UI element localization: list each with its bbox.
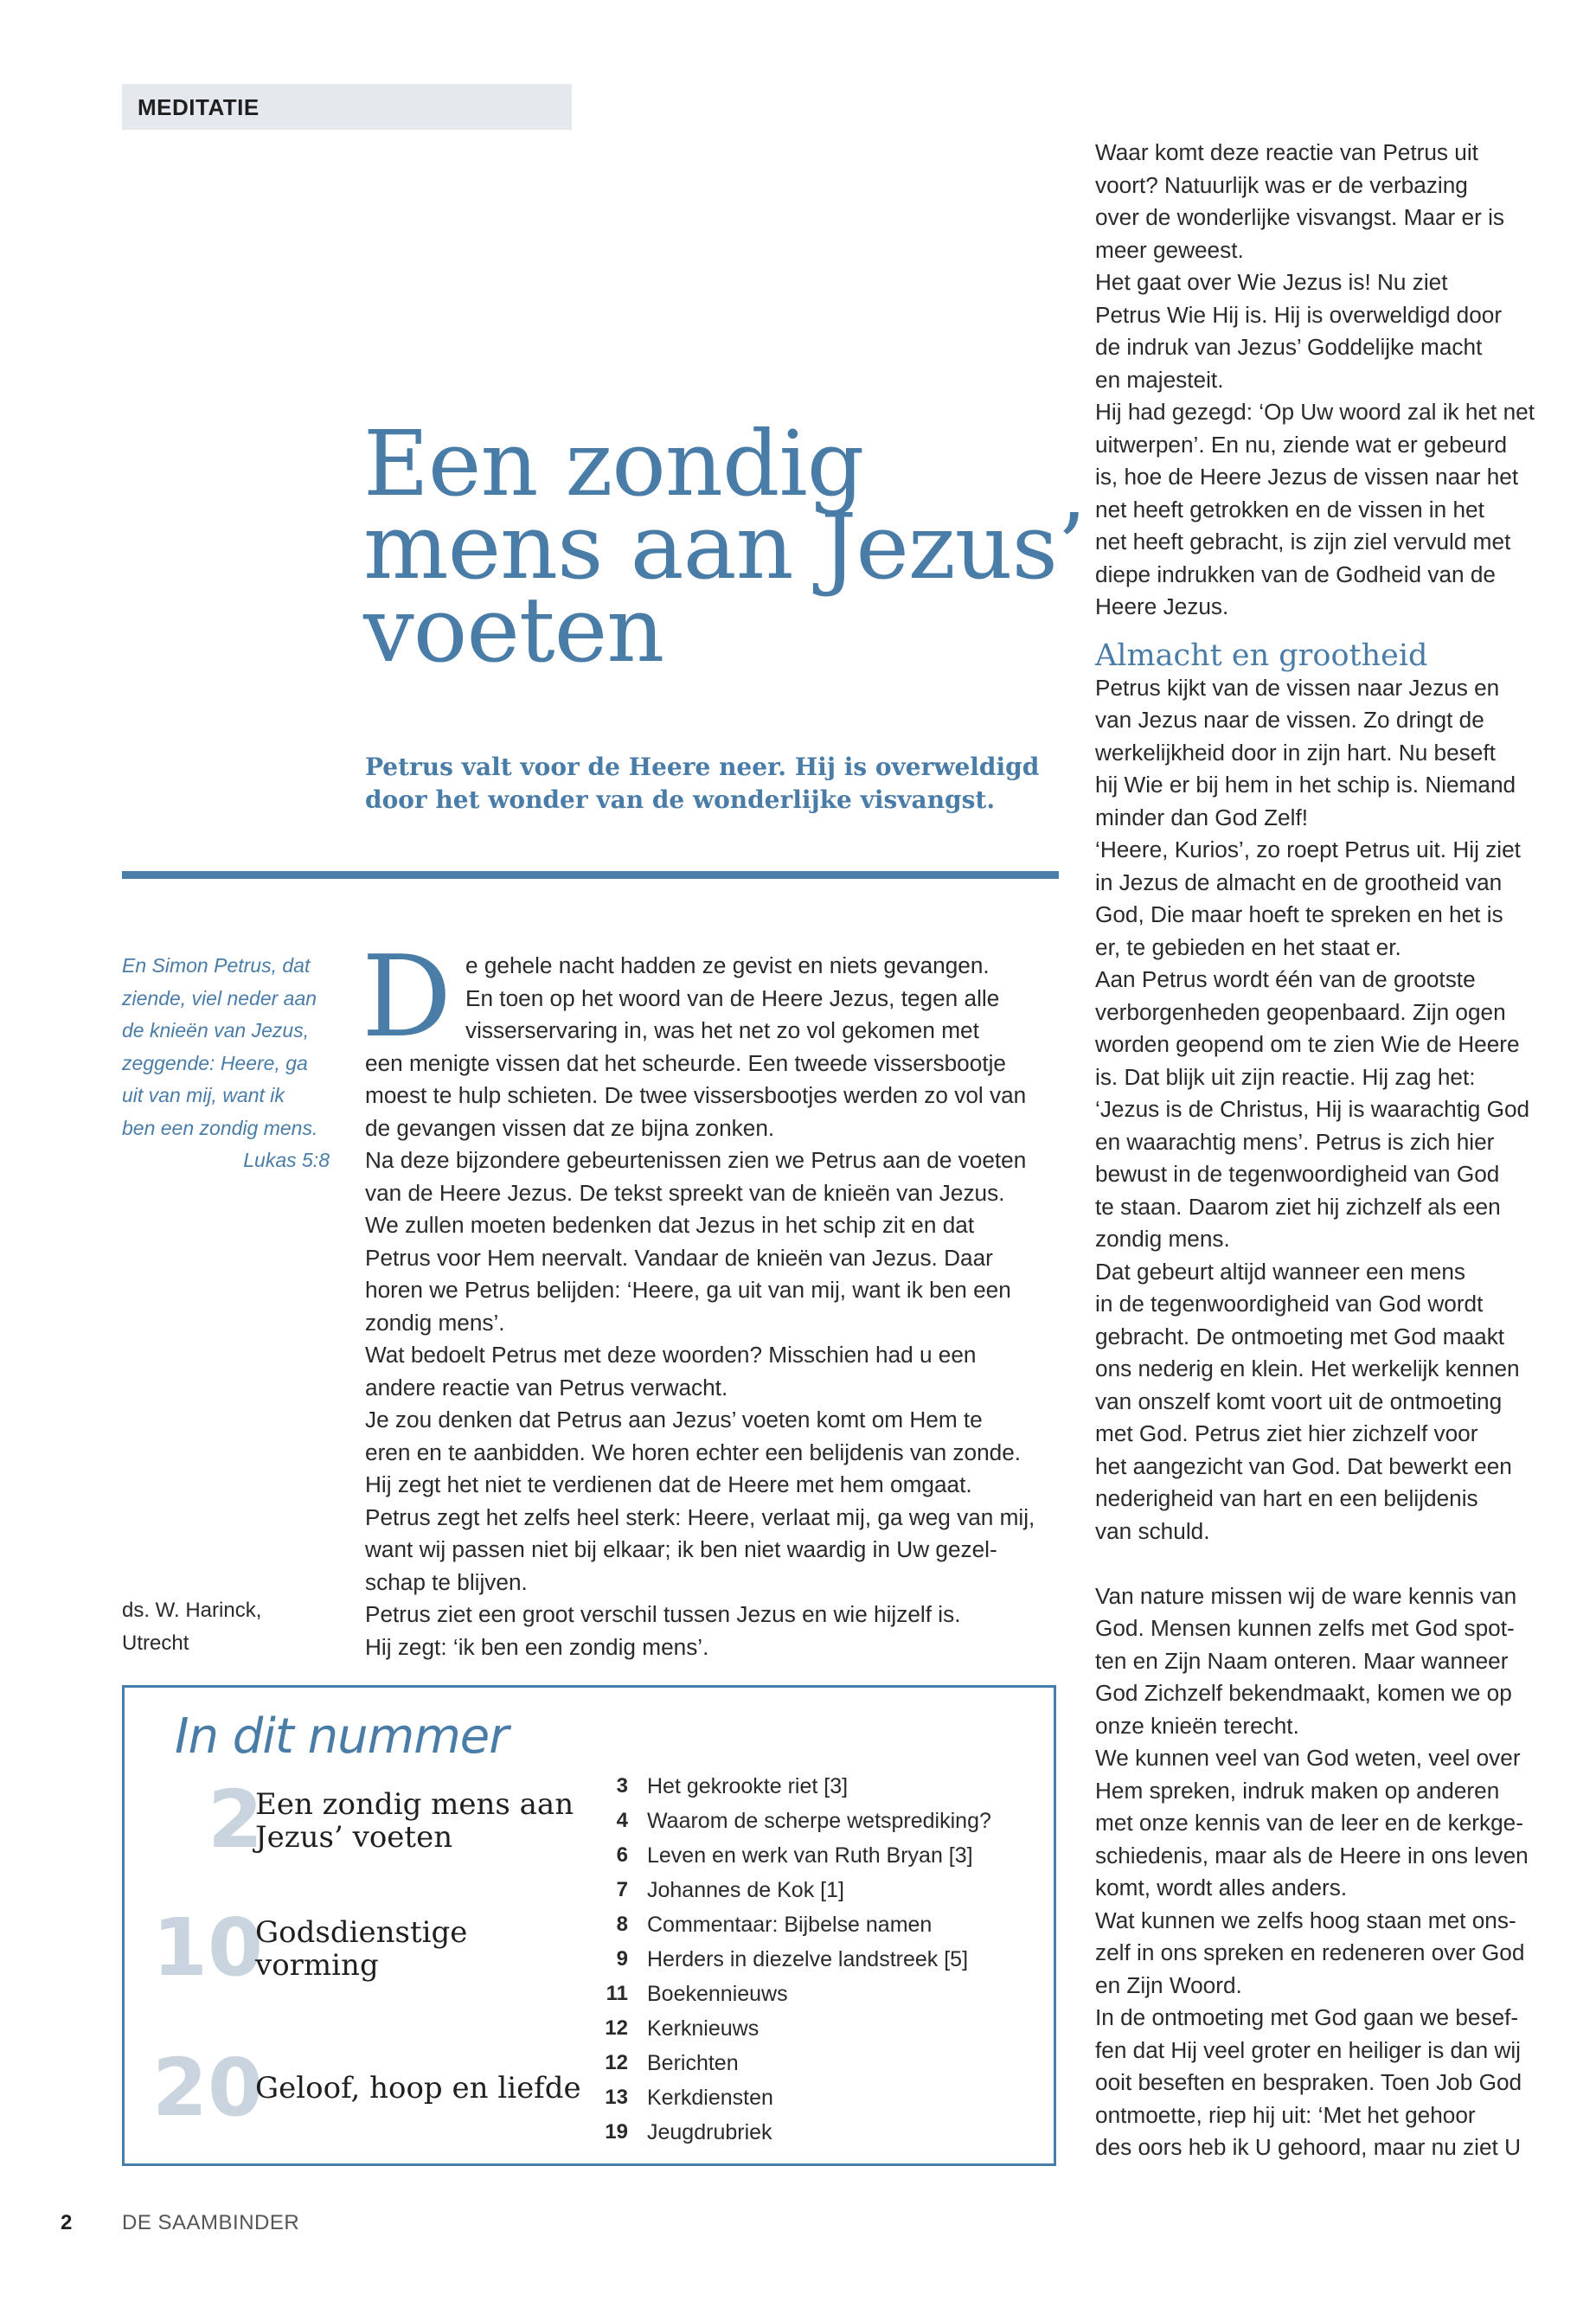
- toc-label: Johannes de Kok [1]: [647, 1878, 844, 1902]
- toc-label: Leven en werk van Ruth Bryan [3]: [647, 1843, 973, 1868]
- text-line: het aangezicht van God. Dat bewerkt een: [1095, 1452, 1512, 1479]
- title-line-3: voeten: [363, 577, 664, 683]
- text-line: ontmoette, riep hij uit: ‘Met het gehoor: [1095, 2101, 1476, 2128]
- quote-line: ziende, viel neder aan: [122, 986, 317, 1009]
- text-line: Petrus kijkt van de vissen naar Jezus en: [1095, 674, 1500, 701]
- featured-page-number: 10: [151, 1901, 263, 1994]
- toc-item[interactable]: [592, 2011, 1042, 2046]
- footer-magazine-name: DE SAAMBINDER: [122, 2211, 300, 2234]
- text-line: Wat bedoelt Petrus met deze woorden? Misschien had u een: [365, 1342, 977, 1368]
- text-line: Petrus zegt het zelfs heel sterk: Heere, verlaat mij, ga weg van mij,: [365, 1503, 1035, 1530]
- text-line: Dat gebeurt altijd wanneer een mens: [1095, 1258, 1465, 1285]
- featured-title-line: Geloof, hoop en liefde: [255, 2071, 581, 2106]
- toc-item[interactable]: [592, 2115, 1042, 2150]
- text-line: in de tegenwoordigheid van God wordt: [1095, 1291, 1484, 1317]
- toc-page-number: 6: [616, 1843, 628, 1867]
- text-line: Hem spreken, indruk maken op anderen: [1095, 1777, 1500, 1804]
- text-line: horen we Petrus belijden: ‘Heere, ga uit van mij, want ik ben een: [365, 1277, 1011, 1303]
- text-line: komt, wordt alles anders.: [1095, 1875, 1348, 1900]
- toc-label: Kerknieuws: [647, 2016, 760, 2041]
- subheading: Almacht en grootheid: [1095, 638, 1428, 673]
- text-line: We zullen moeten bedenken dat Jezus in het schip zit en dat: [365, 1212, 975, 1238]
- lead-line-1: Petrus valt voor de Heere neer. Hij is overweldigd: [365, 753, 1040, 781]
- featured-title-line: Jezus’ voeten: [255, 1820, 453, 1855]
- text-line: God, Die maar hoeft te spreken en het is: [1095, 901, 1503, 927]
- featured-article-2[interactable]: [125, 1900, 557, 1996]
- text-line: een menigte vissen dat het scheurde. Een tweede vissersbootje: [365, 1049, 1006, 1076]
- toc-page-number: 9: [616, 1947, 628, 1971]
- toc-page-number: 4: [616, 1809, 628, 1832]
- contents-heading: In dit nummer: [175, 1708, 509, 1765]
- quote-line: ben een zondig mens.: [122, 1116, 318, 1139]
- text-line: is, hoe de Heere Jezus de vissen naar het: [1095, 464, 1519, 490]
- toc-label: Kerkdiensten: [647, 2086, 773, 2110]
- article-title: [363, 411, 1086, 683]
- featured-title: [255, 1788, 584, 1854]
- text-line: fen dat Hij veel groter en heiliger is dan wij: [1095, 2036, 1522, 2063]
- toc-item[interactable]: [592, 2046, 1042, 2080]
- footer-page-number: 2: [61, 2211, 73, 2234]
- toc-label: Het gekrookte riet [3]: [647, 1774, 849, 1798]
- toc-label: Herders in diezelve landstreek [5]: [647, 1947, 969, 1971]
- toc-label: Boekennieuws: [647, 1982, 788, 2006]
- text-line: Hij zegt: ‘ik ben een zondig mens’.: [365, 1633, 709, 1660]
- featured-title-line: vorming: [255, 1948, 379, 1983]
- text-line: hij Wie er bij hem in het schip is. Niemand: [1095, 772, 1516, 798]
- contents-list: [592, 1769, 1042, 2150]
- text-line: In de ontmoeting met God gaan we besef-: [1095, 2004, 1519, 2030]
- text-line: schiedenis, maar als de Heere in ons leven: [1095, 1842, 1529, 1868]
- text-line: worden geopend om te zien Wie de Heere: [1095, 1031, 1520, 1057]
- text-line: Je zou denken dat Petrus aan Jezus’ voeten komt om Hem te: [365, 1407, 983, 1433]
- section-tag-label: MEDITATIE: [138, 94, 260, 120]
- text-line: zelf in ons spreken en redeneren over God: [1095, 1939, 1525, 1965]
- quote-line: uit van mij, want ik: [122, 1084, 285, 1106]
- text-line: diepe indrukken van de Godheid van de: [1095, 561, 1496, 587]
- text-line: er, te gebieden en het staat er.: [1095, 933, 1401, 960]
- toc-label: Commentaar: Bijbelse namen: [647, 1913, 933, 1937]
- text-line: bewust in de tegenwoordigheid van God: [1095, 1161, 1500, 1187]
- text-line: zondig mens.: [1095, 1226, 1230, 1252]
- text-line: moest te hulp schieten. De twee vissersbootjes werden zo vol van: [365, 1082, 1027, 1108]
- right-text-part-b: [1095, 672, 1554, 1548]
- text-line: ‘Jezus is de Christus, Hij is waarachtig God: [1095, 1096, 1530, 1122]
- text-line: met God. Petrus ziet hier zichzelf voor: [1095, 1420, 1478, 1446]
- article-body-middle: [362, 931, 1062, 1663]
- text-line: uitwerpen’. En nu, ziende wat er gebeurd: [1095, 431, 1508, 458]
- right-text-part-a: [1095, 137, 1554, 624]
- article-lead: [365, 751, 1074, 817]
- text-line: Het gaat over Wie Jezus is! Nu ziet: [1095, 269, 1448, 295]
- toc-label: Waarom de scherpe wetsprediking?: [647, 1809, 991, 1833]
- toc-page-number: 8: [616, 1913, 628, 1936]
- text-line: en majesteit.: [1095, 366, 1224, 393]
- text-line: Petrus voor Hem neervalt. Vandaar de knieën van Jezus. Daar: [365, 1244, 993, 1271]
- text-line: en Zijn Woord.: [1095, 1971, 1242, 1998]
- text-line: net heeft gebracht, is zijn ziel vervuld met: [1095, 529, 1511, 554]
- toc-item[interactable]: [592, 1977, 1042, 2011]
- dropcap: D: [362, 931, 452, 1062]
- text-line: van onszelf komt voort uit de ontmoeting: [1095, 1388, 1503, 1414]
- featured-title: [255, 2072, 584, 2105]
- text-line: ‘Heere, Kurios’, zo roept Petrus uit. Hij ziet: [1095, 836, 1521, 862]
- text-line: En toen op het woord van de Heere Jezus, tegen alle: [465, 984, 1000, 1011]
- text-line: onze knieën terecht.: [1095, 1712, 1299, 1739]
- author-place: Utrecht: [122, 1631, 189, 1655]
- text-line: van de Heere Jezus. De tekst spreekt van de knieën van Jezus.: [365, 1179, 1005, 1206]
- toc-page-number: 11: [606, 1982, 628, 2005]
- text-line: gebracht. De ontmoeting met God maakt: [1095, 1323, 1505, 1349]
- toc-label: Berichten: [647, 2051, 739, 2075]
- toc-item[interactable]: [592, 1907, 1042, 1942]
- featured-title-line: Godsdienstige: [255, 1915, 468, 1950]
- text-line: de gevangen vissen dat ze bijna zonken.: [365, 1114, 775, 1141]
- toc-page-number: 7: [616, 1878, 628, 1901]
- quote-line: En Simon Petrus, dat: [122, 954, 311, 977]
- title-line-1: Een zondig: [363, 411, 864, 516]
- featured-article-3[interactable]: [125, 2041, 581, 2136]
- toc-page-number: 13: [605, 2086, 628, 2109]
- text-line: en waarachtig mens’. Petrus is zich hier: [1095, 1128, 1495, 1155]
- featured-article-1[interactable]: [125, 1772, 574, 1868]
- text-line: Na deze bijzondere gebeurtenissen zien we Petrus aan de voeten: [365, 1147, 1027, 1173]
- text-line: schap te blijven.: [365, 1568, 528, 1595]
- text-line: Wat kunnen we zelfs hoog staan met ons-: [1095, 1907, 1516, 1933]
- featured-title: [255, 1916, 584, 1982]
- text-line: Van nature missen wij de ware kennis van: [1095, 1582, 1517, 1609]
- lead-line-2: door het wonder van de wonderlijke visvangst.: [365, 785, 996, 814]
- divider-rule: [122, 871, 1059, 879]
- text-line: ten en Zijn Naam onteren. Maar wanneer: [1095, 1647, 1509, 1674]
- toc-label: Jeugdrubriek: [647, 2120, 772, 2144]
- featured-page-number: 2: [207, 1773, 263, 1866]
- text-line: werkelijkheid door in zijn hart. Nu beseft: [1095, 739, 1496, 766]
- text-line: over de wonderlijke visvangst. Maar er is: [1095, 204, 1505, 230]
- text-line: We kunnen veel van God weten, veel over: [1095, 1745, 1521, 1771]
- text-line: Petrus ziet een groot verschil tussen Jezus en wie hijzelf is.: [365, 1601, 961, 1627]
- text-line: visserservaring in, was het net zo vol gekomen met: [465, 1017, 979, 1043]
- toc-item[interactable]: [592, 1873, 1042, 1907]
- middle-text-lines: [365, 950, 1062, 1663]
- toc-page-number: 19: [605, 2120, 628, 2144]
- text-line: e gehele nacht hadden ze gevist en niets gevangen.: [465, 952, 990, 978]
- quote-line: de knieën van Jezus,: [122, 1019, 310, 1042]
- toc-page-number: 3: [616, 1774, 628, 1798]
- featured-page-number: 20: [151, 2041, 263, 2134]
- text-line: des oors heb ik U gehoord, maar nu ziet U: [1095, 2134, 1522, 2160]
- text-line: is. Dat blijk uit zijn reactie. Hij zag het:: [1095, 1063, 1476, 1090]
- text-line: te staan. Daarom ziet hij zichzelf als een: [1095, 1193, 1501, 1220]
- text-line: minder dan God Zelf!: [1095, 804, 1308, 830]
- text-line: net heeft getrokken en de vissen in het: [1095, 496, 1484, 522]
- title-line-2: mens aan Jezus’: [363, 494, 1086, 599]
- scripture-quote: [122, 950, 330, 1177]
- text-line: Aan Petrus wordt één van de grootste: [1095, 966, 1476, 992]
- article-body-right: [1095, 137, 1554, 2164]
- text-line: andere reactie van Petrus verwacht.: [365, 1374, 728, 1400]
- section-tag: [122, 84, 572, 130]
- text-line: met onze kennis van de leer en de kerkge-: [1095, 1810, 1523, 1836]
- text-line: van Jezus naar de vissen. Zo dringt de: [1095, 707, 1484, 733]
- toc-page-number: 12: [605, 2051, 628, 2074]
- toc-item[interactable]: [592, 1942, 1042, 1977]
- toc-page-number: 12: [605, 2016, 628, 2040]
- toc-item[interactable]: [592, 1804, 1042, 1838]
- right-text-part-c: [1095, 1580, 1554, 2164]
- text-line: van schuld.: [1095, 1517, 1210, 1544]
- author-byline: [122, 1594, 330, 1659]
- text-line: ons nederig en klein. Het werkelijk kennen: [1095, 1356, 1520, 1381]
- text-line: God Zichzelf bekendmaakt, komen we op: [1095, 1680, 1512, 1706]
- text-line: nederigheid van hart en een belijdenis: [1095, 1485, 1478, 1511]
- quote-reference: Lukas 5:8: [243, 1149, 330, 1171]
- text-line: Hij zegt het niet te verdienen dat de Heere met hem omgaat.: [365, 1471, 972, 1497]
- quote-line: zeggende: Heere, ga: [122, 1051, 308, 1074]
- text-line: in Jezus de almacht en de grootheid van: [1095, 868, 1503, 895]
- toc-item[interactable]: [592, 1838, 1042, 1873]
- text-line: Waar komt deze reactie van Petrus uit: [1095, 139, 1478, 165]
- text-line: zondig mens’.: [365, 1309, 505, 1336]
- text-line: verborgenheden geopenbaard. Zijn ogen: [1095, 998, 1506, 1025]
- text-line: ooit beseften en bespraken. Toen Job God: [1095, 2069, 1522, 2095]
- text-line: meer geweest.: [1095, 236, 1244, 263]
- text-line: eren en te aanbidden. We horen echter een belijdenis van zonde.: [365, 1439, 1022, 1465]
- author-name: ds. W. Harinck,: [122, 1599, 262, 1622]
- contents-box: [122, 1685, 1056, 2166]
- text-line: de indruk van Jezus’ Goddelijke macht: [1095, 334, 1483, 360]
- text-line: God. Mensen kunnen zelfs met God spot-: [1095, 1615, 1515, 1641]
- toc-item[interactable]: [592, 2080, 1042, 2115]
- toc-item[interactable]: [592, 1769, 1042, 1804]
- text-line: Heere Jezus.: [1095, 593, 1229, 619]
- paragraph-gap: [1095, 1548, 1554, 1580]
- text-line: Hij had gezegd: ‘Op Uw woord zal ik het net: [1095, 399, 1535, 425]
- text-line: Petrus Wie Hij is. Hij is overweldigd door: [1095, 301, 1503, 328]
- text-line: want wij passen niet bij elkaar; ik ben niet waardig in Uw gezel-: [365, 1536, 997, 1562]
- featured-title-line: Een zondig mens aan: [255, 1787, 574, 1822]
- text-line: voort? Natuurlijk was er de verbazing: [1095, 171, 1468, 198]
